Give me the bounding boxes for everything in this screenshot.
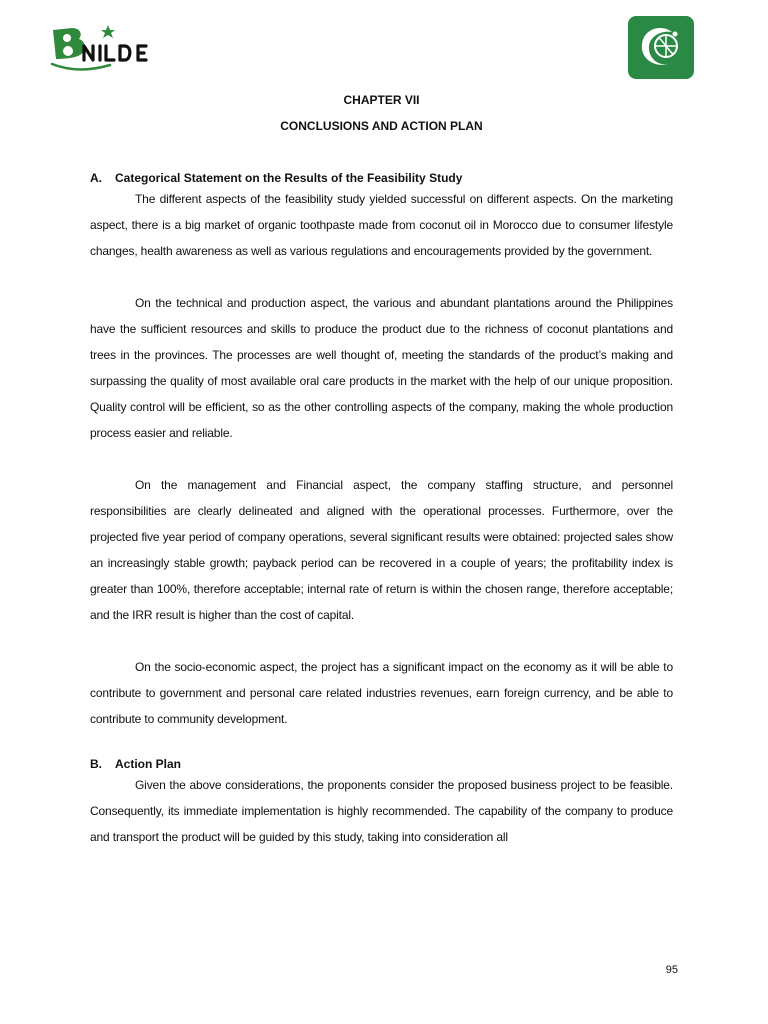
section-b-paragraph-1: Given the above considerations, the proponents consider the proposed business project to be feasible. Consequently, its immediate implementation is highly recommended. The capability of the company to produce and transport the product will be guided by this study, taking into consideration all [90,778,673,844]
section-b-heading [90,756,673,772]
college-seal-icon [628,16,694,79]
chapter-number: CHAPTER VII [343,93,420,107]
section-a-paragraph-4: On the socio-economic aspect, the project has a significant impact on the economy as it will be able to contribute to government and personal care related industries revenues, earn foreign currency, and be able to contribute to community development. [90,660,673,726]
section-a-letter: A. [90,171,102,185]
document-body [90,92,673,850]
chapter-title: CONCLUSIONS AND ACTION PLAN [280,119,483,133]
benilde-logo-icon [50,24,160,74]
section-a-paragraph-2: On the technical and production aspect, the various and abundant plantations around the Philippines have the sufficient resources and skills to produce the product due to the richness of coconut plantations and trees in the provinces. The processes are well thought of, meeting the standards of the product’s making and surpassing the quality of most available oral care products in the market with the help of our unique proposition. Quality control will be efficient, so as the other controlling aspects of the company, making the whole production process easier and reliable. [90,296,673,440]
college-seal-logo [628,16,694,79]
benilde-logo [50,24,160,74]
page-number: 95 [665,964,678,976]
section-b-letter: B. [90,757,102,771]
section-a-paragraph-3: On the management and Financial aspect, the company staffing structure, and personnel responsibilities are clearly delineated and aligned with the operational processes. Furthermore, over the projected five year period of company operations, several significant results were obtained: projected sales show an increasingly stable growth; payback period can be recovered in a couple of years; the profitability index is greater than 100%, therefore acceptable; internal rate of return is within the chosen range, therefore acceptable; and the IRR result is higher than the cost of capital. [90,478,673,622]
section-b-title: Action Plan [115,757,182,771]
section-a-title: Categorical Statement on the Results of the Feasibility Study [115,171,463,185]
section-a-heading [90,170,673,186]
section-a-paragraph-1: The different aspects of the feasibility study yielded successful on different aspects. On the marketing aspect, there is a big market of organic toothpaste made from coconut oil in Morocco due to consumer lifestyle changes, health awareness as well as various regulations and encouragements provided by the government. [90,192,673,258]
